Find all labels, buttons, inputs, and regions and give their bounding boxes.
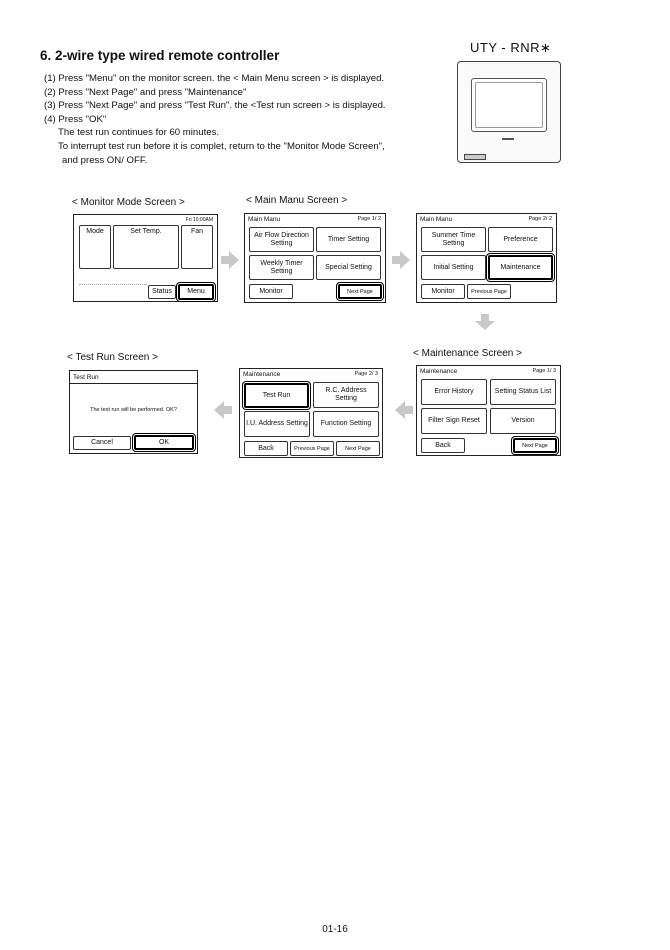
divider [79,284,147,285]
previous-page-button[interactable]: Previous Page [290,441,334,456]
cancel-button[interactable]: Cancel [73,436,131,450]
setting-status-list-button[interactable]: Setting Status List [490,379,556,405]
step-1: (1) Press "Menu" on the monitor screen. the < Main Menu screen > is displayed. [44,73,385,84]
remote-indicator [464,154,486,160]
arrow-right-icon [229,251,239,269]
next-page-button[interactable]: Next Page [338,284,382,299]
test-run-button[interactable]: Test Run [244,383,309,408]
main-menu-screen-1 [244,213,386,303]
arrow-right-icon [400,251,410,269]
maintenance-screen-1 [416,365,561,456]
maintenance-header: Maintenance [243,371,281,378]
set-temp-button[interactable]: Set Temp. [113,225,179,269]
version-button[interactable]: Version [490,408,556,434]
summer-time-button[interactable]: Summer Time Setting [421,227,486,252]
main-menu-screen-2 [416,213,557,303]
monitor-button[interactable]: Monitor [421,284,465,299]
maintenance-button[interactable]: Maintenance [488,255,553,280]
header-divider [70,383,197,384]
main-menu-header: Main Manu [248,216,281,223]
step-4: (4) Press "OK" [44,113,107,125]
menu-button[interactable]: Menu [178,284,214,300]
ok-button[interactable]: OK [134,435,194,450]
preference-button[interactable]: Preference [488,227,553,252]
instructions [44,72,386,167]
page-indicator: Page 1/ 3 [532,368,556,374]
special-setting-button[interactable]: Special Setting [316,255,381,280]
mode-button[interactable]: Mode [79,225,111,269]
note-3: and press ON/ OFF. [62,154,148,166]
error-history-button[interactable]: Error History [421,379,487,405]
test-run-caption: < Test Run Screen > [67,352,158,363]
remote-display [471,78,547,132]
next-page-button[interactable]: Next Page [336,441,380,456]
maintenance-screen-2 [239,368,383,458]
function-setting-button[interactable]: Function Setting [313,411,379,437]
rc-address-setting-button[interactable]: R.C. Address Setting [313,382,379,408]
main-menu-caption: < Main Manu Screen > [246,195,348,206]
section-title: 6. 2-wire type wired remote controller [40,48,280,63]
test-run-screen [69,370,198,454]
maintenance-caption: < Maintenance Screen > [413,348,522,359]
next-page-button[interactable]: Next Page [513,438,557,453]
test-run-message: The test run will be performed. OK? [90,407,177,413]
page-indicator: Page 1/ 2 [357,216,381,222]
step-3: (3) Press "Next Page" and press "Test Run". the <Test run screen > is displayed. [44,100,386,112]
note-1: The test run continues for 60 minutes. [58,127,220,139]
arrow-left-icon [214,401,224,419]
model-label: UTY - RNR∗ [470,40,552,55]
weekly-timer-button[interactable]: Weekly Timer Setting [249,255,314,280]
fan-button[interactable]: Fan [181,225,213,269]
back-button[interactable]: Back [244,441,288,456]
arrow-left-icon [395,401,405,419]
arrow-down-icon [475,321,495,330]
test-run-header: Test Run [73,374,99,381]
initial-setting-button[interactable]: Initial Setting [421,255,486,280]
page-indicator: Page 2/ 2 [528,216,552,222]
remote-button [502,138,514,140]
step-2: (2) Press "Next Page" and press "Maintenance" [44,86,247,98]
page-indicator: Page 2/ 3 [354,371,378,377]
monitor-button[interactable]: Monitor [249,284,293,299]
filter-sign-reset-button[interactable]: Filter Sign Reset [421,408,487,434]
monitor-screen [73,214,218,302]
maintenance-header: Maintenance [420,368,458,375]
iu-address-setting-button[interactable]: I.U. Address Setting [244,411,310,437]
previous-page-button[interactable]: Previous Page [467,284,511,299]
status-button[interactable]: Status [148,285,176,299]
timer-setting-button[interactable]: Timer Setting [316,227,381,252]
back-button[interactable]: Back [421,438,465,453]
note-2: To interrupt test run before it is complet, return to the "Monitor Mode Screen", [58,140,385,152]
remote-controller-illustration [457,61,561,163]
air-flow-direction-button[interactable]: Air Flow Direction Setting [249,227,314,252]
monitor-time: Fri 10:00AM [185,217,213,223]
page-number: 01-16 [322,924,348,935]
main-menu-header: Main Manu [420,216,453,223]
monitor-caption: < Monitor Mode Screen > [72,197,185,208]
